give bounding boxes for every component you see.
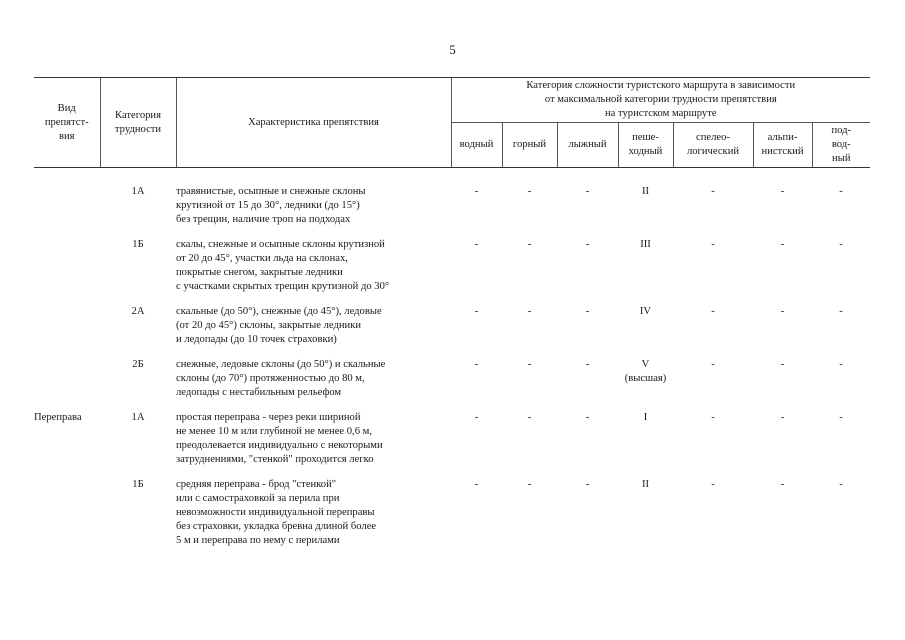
- cell-water: -: [474, 239, 479, 250]
- obstacle-category-table: [34, 77, 870, 548]
- cell-ski: -: [585, 359, 590, 370]
- cell-alpine: -: [780, 239, 785, 250]
- cell-hiking: II: [641, 479, 650, 490]
- cell-ski: -: [585, 479, 590, 490]
- cell-alpine: -: [780, 412, 785, 423]
- cell-underwater: -: [839, 239, 843, 250]
- cell-speleo: -: [711, 412, 715, 423]
- header-alpine: альпи- нистский: [753, 123, 812, 168]
- cell-underwater: -: [839, 186, 843, 197]
- header-hiking: пеше- ходный: [618, 123, 673, 168]
- row-kind: [34, 358, 100, 411]
- cell-hiking: IV: [639, 306, 652, 317]
- cell-ski: -: [585, 306, 590, 317]
- page-number: 5: [449, 42, 456, 57]
- cell-alpine: -: [780, 359, 785, 370]
- cell-mountain: -: [527, 359, 532, 370]
- cell-underwater: -: [839, 479, 843, 490]
- table-row: [34, 305, 870, 358]
- row-description: скалы, снежные и осыпные склоны крутизной от 20 до 45°, участки льда на склонах, покрытые снегом, закрытые ледники с участками скрытых трещин крутизной до 30°: [176, 239, 390, 292]
- row-description: снежные, ледовые склоны (до 50°) и скальные склоны (до 70°) протяженностью до 80 м, ледопады с нестабильным рельефом: [176, 359, 386, 398]
- cell-hiking: III: [640, 239, 651, 250]
- cell-mountain: -: [527, 306, 532, 317]
- header-water: водный: [451, 123, 502, 168]
- row-kind: Переправа: [34, 412, 82, 423]
- row-description: простая переправа - через реки шириной не менее 10 м или глубиной не менее 0,6 м, преодолевается индивидуально с некоторыми затруднениями, "стенкой" проходится легко: [176, 412, 383, 465]
- cell-hiking: I: [643, 412, 648, 423]
- cell-water: -: [474, 306, 479, 317]
- header-speleo: спелео- логический: [673, 123, 753, 168]
- cell-ski: -: [585, 239, 590, 250]
- row-category: 1Б: [132, 479, 144, 490]
- row-description: средняя переправа - брод "стенкой" или с самостраховкой за перила при невозможности индивидуальной переправы без страховки, укладка бревна длиной более 5 м и переправа по нему с перилами: [176, 479, 377, 546]
- cell-underwater: -: [839, 412, 843, 423]
- row-category: 1А: [131, 412, 145, 423]
- row-kind: [34, 185, 100, 238]
- row-kind: [34, 238, 100, 305]
- cell-speleo: -: [711, 239, 715, 250]
- cell-speleo: -: [711, 479, 715, 490]
- row-description: скальные (до 50°), снежные (до 45°), ледовые (от 20 до 45°) склоны, закрытые ледники и ледопады (до 10 точек страховки): [176, 306, 382, 345]
- cell-mountain: -: [527, 479, 532, 490]
- header-route-category-group: Категория сложности туристского маршрута в зависимости от максимальной категории трудности препятствия на туристском маршруте: [451, 78, 870, 123]
- cell-alpine: -: [780, 306, 785, 317]
- table-row: [34, 478, 870, 548]
- table-row: [34, 358, 870, 411]
- row-category: 1А: [131, 186, 145, 197]
- cell-alpine: -: [780, 479, 785, 490]
- cell-hiking: II: [641, 186, 650, 197]
- header-ski: лыжный: [557, 123, 618, 168]
- cell-water: -: [474, 359, 479, 370]
- cell-hiking: V (высшая): [624, 359, 667, 384]
- cell-speleo: -: [711, 186, 715, 197]
- header-underwater: под- вод- ный: [812, 123, 870, 168]
- row-category: 2А: [131, 306, 145, 317]
- row-kind: [34, 305, 100, 358]
- cell-water: -: [474, 412, 479, 423]
- cell-underwater: -: [839, 306, 843, 317]
- cell-speleo: -: [711, 306, 715, 317]
- header-characteristic: Характеристика препятствия: [176, 78, 451, 168]
- cell-ski: -: [585, 412, 590, 423]
- header-kind: Вид препятст- вия: [34, 78, 100, 168]
- table-row: [34, 411, 870, 478]
- row-category: 1Б: [132, 239, 144, 250]
- table-row: [34, 238, 870, 305]
- cell-ski: -: [585, 186, 590, 197]
- header-category: Категория трудности: [100, 78, 176, 168]
- cell-mountain: -: [527, 186, 532, 197]
- table-row: [34, 185, 870, 238]
- cell-mountain: -: [527, 412, 532, 423]
- row-description: травянистые, осыпные и снежные склоны крутизной от 15 до 30°, ледники (до 15°) без трещин, наличие троп на подходах: [176, 186, 366, 225]
- cell-alpine: -: [780, 186, 785, 197]
- cell-water: -: [474, 186, 479, 197]
- cell-mountain: -: [527, 239, 532, 250]
- cell-underwater: -: [839, 359, 843, 370]
- cell-water: -: [474, 479, 479, 490]
- row-kind: [34, 478, 100, 548]
- cell-speleo: -: [711, 359, 715, 370]
- row-category: 2Б: [132, 359, 144, 370]
- header-mountain: горный: [502, 123, 557, 168]
